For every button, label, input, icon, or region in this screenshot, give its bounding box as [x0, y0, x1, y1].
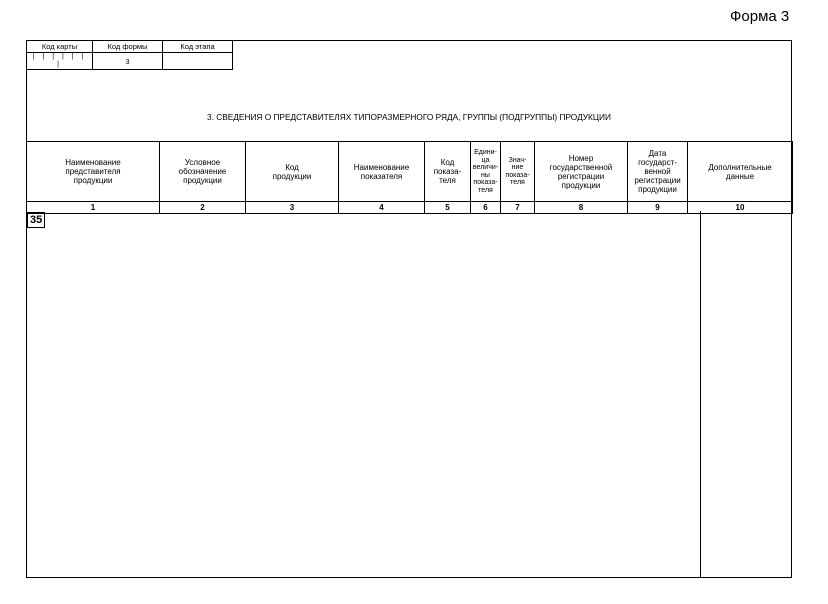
- codes-table: [26, 40, 233, 70]
- column-number-3: 3: [246, 202, 339, 214]
- column-header-3: Код продукции: [246, 142, 339, 202]
- column-header-9: Дата государст- венной регистрации продукции: [628, 142, 688, 202]
- column-divider: [700, 211, 701, 578]
- form-code-header: Код формы: [93, 41, 163, 53]
- card-code-header: Код карты: [27, 41, 93, 53]
- stage-code-header: Код этапа: [163, 41, 233, 53]
- column-number-8: 8: [535, 202, 628, 214]
- data-table: [26, 141, 793, 214]
- stage-code-field[interactable]: [163, 53, 233, 70]
- column-number-10: 10: [688, 202, 793, 214]
- form-code-field[interactable]: 3: [93, 53, 163, 70]
- column-number-9: 9: [628, 202, 688, 214]
- column-header-7: Знач- ние показа- теля: [501, 142, 535, 202]
- column-header-6: Едини- ца величи- ны показа- теля: [471, 142, 501, 202]
- page-number: 35: [27, 212, 45, 228]
- column-header-5: Код показа- теля: [425, 142, 471, 202]
- column-header-1: Наименование представителя продукции: [27, 142, 160, 202]
- column-number-1: 1: [27, 202, 160, 214]
- column-number-6: 6: [471, 202, 501, 214]
- column-number-7: 7: [501, 202, 535, 214]
- card-code-field[interactable]: | | | | | | |: [27, 53, 93, 70]
- header-row: [27, 142, 793, 202]
- column-number-4: 4: [339, 202, 425, 214]
- column-number-5: 5: [425, 202, 471, 214]
- column-number-2: 2: [160, 202, 246, 214]
- column-header-10: Дополнительные данные: [688, 142, 793, 202]
- column-header-2: Условное обозначение продукции: [160, 142, 246, 202]
- column-header-4: Наименование показателя: [339, 142, 425, 202]
- column-header-8: Номер государственной регистрации продукции: [535, 142, 628, 202]
- form-label: Форма 3: [730, 8, 790, 25]
- column-number-row: [27, 202, 793, 214]
- section-title: 3. СВЕДЕНИЯ О ПРЕДСТАВИТЕЛЯХ ТИПОРАЗМЕРНОГО РЯДА, ГРУППЫ (ПОДГРУППЫ) ПРОДУКЦИИ: [207, 112, 611, 122]
